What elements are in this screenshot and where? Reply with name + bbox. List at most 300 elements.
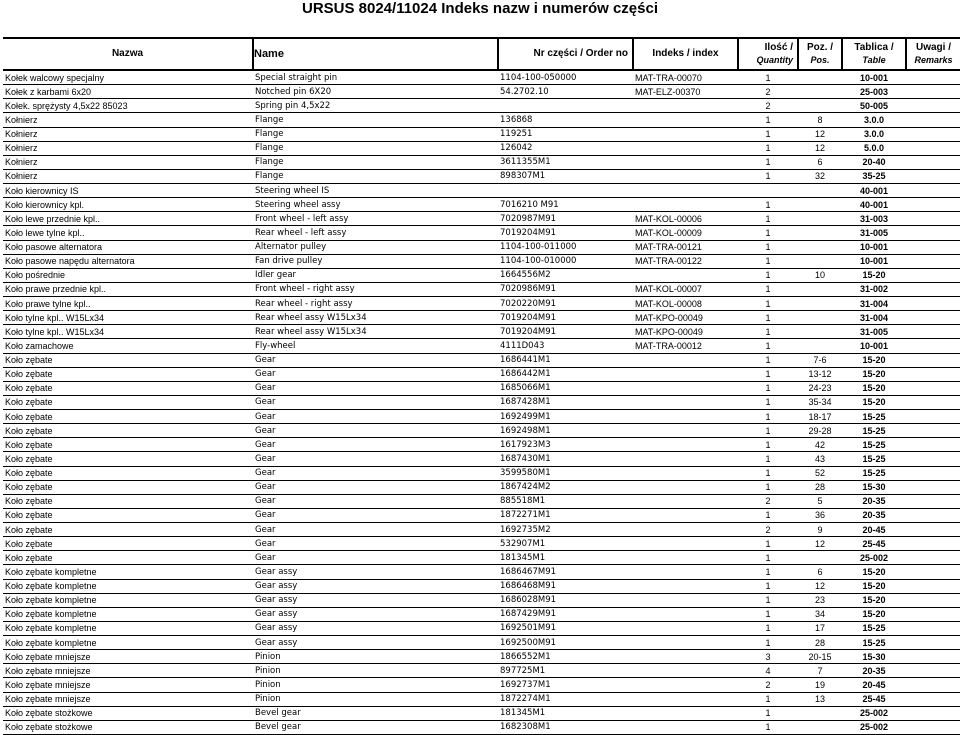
cell-table: 31-004	[842, 297, 906, 311]
cell-remarks	[906, 494, 960, 508]
cell-remarks	[906, 650, 960, 664]
cell-name: Pinion	[253, 692, 498, 706]
cell-quantity: 1	[738, 607, 798, 621]
cell-nazwa: Kołek z karbami 6x20	[3, 85, 253, 99]
cell-table: 31-003	[842, 212, 906, 226]
cell-quantity: 1	[738, 155, 798, 169]
cell-nazwa: Kołnierz	[3, 127, 253, 141]
cell-position	[798, 706, 842, 720]
table-row	[3, 381, 960, 395]
document-title: URSUS 8024/11024 Indeks nazw i numerów części	[301, 0, 658, 17]
cell-index	[633, 99, 738, 113]
cell-quantity: 1	[738, 551, 798, 565]
cell-name: Gear	[253, 410, 498, 424]
cell-nazwa: Koło pasowe napędu alternatora	[3, 254, 253, 268]
cell-table: 50-005	[842, 99, 906, 113]
cell-position: 12	[798, 141, 842, 155]
cell-remarks	[906, 579, 960, 593]
cell-nazwa: Koło tylne kpl.. W15Lx34	[3, 311, 253, 325]
cell-table: 10-001	[842, 240, 906, 254]
cell-index	[633, 184, 738, 198]
cell-position: 9	[798, 523, 842, 537]
cell-remarks	[906, 706, 960, 720]
cell-order-no: 1872271M1	[498, 508, 633, 522]
cell-name: Gear assy	[253, 607, 498, 621]
cell-name: Gear	[253, 537, 498, 551]
cell-quantity: 4	[738, 664, 798, 678]
table-row	[3, 692, 960, 706]
cell-remarks	[906, 381, 960, 395]
table-row	[3, 565, 960, 579]
cell-quantity: 1	[738, 720, 798, 734]
col-header-position: Poz. / Pos.	[798, 38, 842, 70]
cell-name: Steering wheel IS	[253, 184, 498, 198]
cell-table: 31-005	[842, 325, 906, 339]
cell-nazwa: Koło zębate	[3, 452, 253, 466]
cell-remarks	[906, 99, 960, 113]
cell-quantity: 1	[738, 127, 798, 141]
cell-remarks	[906, 297, 960, 311]
cell-remarks	[906, 367, 960, 381]
cell-nazwa: Koło zębate	[3, 381, 253, 395]
cell-quantity: 2	[738, 99, 798, 113]
cell-index	[633, 141, 738, 155]
cell-name: Gear assy	[253, 621, 498, 635]
cell-index	[633, 650, 738, 664]
cell-position: 28	[798, 636, 842, 650]
table-row	[3, 268, 960, 282]
cell-index	[633, 198, 738, 212]
cell-position: 23	[798, 593, 842, 607]
cell-remarks	[906, 438, 960, 452]
cell-name: Rear wheel - left assy	[253, 226, 498, 240]
cell-order-no: 1692735M2	[498, 523, 633, 537]
cell-table: 31-004	[842, 311, 906, 325]
cell-quantity: 1	[738, 367, 798, 381]
cell-order-no: 126042	[498, 141, 633, 155]
cell-name: Pinion	[253, 664, 498, 678]
cell-name: Gear	[253, 438, 498, 452]
cell-nazwa: Koło lewe tylne kpl..	[3, 226, 253, 240]
cell-quantity: 1	[738, 692, 798, 706]
cell-remarks	[906, 198, 960, 212]
cell-nazwa: Koło zębate mniejsze	[3, 678, 253, 692]
cell-table: 15-20	[842, 367, 906, 381]
cell-order-no: 4111D043	[498, 339, 633, 353]
cell-quantity: 3	[738, 650, 798, 664]
cell-remarks	[906, 593, 960, 607]
cell-name: Flange	[253, 113, 498, 127]
cell-remarks	[906, 169, 960, 183]
cell-table: 40-001	[842, 198, 906, 212]
cell-order-no: 136868	[498, 113, 633, 127]
cell-nazwa: Kołnierz	[3, 155, 253, 169]
cell-remarks	[906, 621, 960, 635]
cell-position	[798, 325, 842, 339]
cell-table: 10-001	[842, 70, 906, 85]
cell-nazwa: Koło zębate	[3, 494, 253, 508]
table-row	[3, 297, 960, 311]
table-row	[3, 579, 960, 593]
cell-name: Rear wheel assy W15Lx34	[253, 325, 498, 339]
cell-table: 25-45	[842, 537, 906, 551]
cell-position	[798, 254, 842, 268]
cell-quantity: 1	[738, 466, 798, 480]
cell-nazwa: Kołnierz	[3, 113, 253, 127]
cell-remarks	[906, 311, 960, 325]
cell-index	[633, 523, 738, 537]
cell-position: 29-28	[798, 424, 842, 438]
cell-index: MAT-KOL-00009	[633, 226, 738, 240]
cell-remarks	[906, 692, 960, 706]
cell-nazwa: Kołek. sprężysty 4,5x22 85023	[3, 99, 253, 113]
cell-index	[633, 664, 738, 678]
cell-nazwa: Koło zębate	[3, 424, 253, 438]
cell-nazwa: Koło zębate	[3, 537, 253, 551]
cell-name: Fan drive pulley	[253, 254, 498, 268]
header-row	[3, 38, 960, 70]
cell-position: 6	[798, 565, 842, 579]
cell-table: 15-20	[842, 268, 906, 282]
cell-index: MAT-ELZ-00370	[633, 85, 738, 99]
cell-order-no: 1617923M3	[498, 438, 633, 452]
cell-name: Gear	[253, 353, 498, 367]
cell-nazwa: Kołnierz	[3, 141, 253, 155]
cell-order-no: 1664556M2	[498, 268, 633, 282]
cell-nazwa: Koło zębate kompletne	[3, 621, 253, 635]
cell-nazwa: Koło zębate	[3, 480, 253, 494]
cell-index	[633, 551, 738, 565]
cell-index	[633, 593, 738, 607]
cell-order-no: 1687428M1	[498, 395, 633, 409]
cell-position: 36	[798, 508, 842, 522]
cell-position	[798, 282, 842, 296]
cell-name: Flange	[253, 155, 498, 169]
cell-table: 20-35	[842, 494, 906, 508]
cell-index: MAT-TRA-00121	[633, 240, 738, 254]
col-header-name: Name	[253, 38, 498, 70]
cell-order-no: 1686028M91	[498, 593, 633, 607]
table-row	[3, 70, 960, 85]
cell-index	[633, 692, 738, 706]
cell-index	[633, 480, 738, 494]
cell-nazwa: Koło zębate stożkowe	[3, 720, 253, 734]
cell-table: 15-25	[842, 424, 906, 438]
cell-position: 10	[798, 268, 842, 282]
cell-remarks	[906, 226, 960, 240]
table-row	[3, 523, 960, 537]
cell-index	[633, 410, 738, 424]
cell-quantity: 1	[738, 636, 798, 650]
cell-remarks	[906, 565, 960, 579]
cell-nazwa: Koło zębate mniejsze	[3, 692, 253, 706]
cell-table: 20-35	[842, 664, 906, 678]
cell-table: 20-40	[842, 155, 906, 169]
cell-quantity: 1	[738, 226, 798, 240]
cell-name: Fly-wheel	[253, 339, 498, 353]
table-row	[3, 466, 960, 480]
cell-position: 19	[798, 678, 842, 692]
cell-index	[633, 607, 738, 621]
col-header-index: Indeks / index	[633, 38, 738, 70]
cell-position: 8	[798, 113, 842, 127]
table-row	[3, 85, 960, 99]
cell-table: 40-001	[842, 184, 906, 198]
cell-remarks	[906, 85, 960, 99]
cell-index	[633, 381, 738, 395]
table-row	[3, 155, 960, 169]
cell-table: 15-25	[842, 438, 906, 452]
cell-position: 18-17	[798, 410, 842, 424]
table-row	[3, 212, 960, 226]
cell-name: Gear	[253, 480, 498, 494]
col-header-remarks: Uwagi / Remarks	[906, 38, 960, 70]
cell-quantity: 1	[738, 579, 798, 593]
cell-position: 13	[798, 692, 842, 706]
cell-index: MAT-TRA-00012	[633, 339, 738, 353]
cell-position	[798, 212, 842, 226]
table-row	[3, 353, 960, 367]
cell-position	[798, 85, 842, 99]
cell-remarks	[906, 184, 960, 198]
table-row	[3, 621, 960, 635]
cell-quantity: 1	[738, 339, 798, 353]
cell-position: 28	[798, 480, 842, 494]
cell-quantity: 2	[738, 494, 798, 508]
cell-nazwa: Koło pośrednie	[3, 268, 253, 282]
table-row	[3, 636, 960, 650]
cell-order-no: 7020987M91	[498, 212, 633, 226]
cell-table: 15-25	[842, 466, 906, 480]
cell-order-no: 7019204M91	[498, 325, 633, 339]
cell-table: 15-20	[842, 381, 906, 395]
table-row	[3, 494, 960, 508]
cell-position	[798, 339, 842, 353]
cell-order-no: 7020986M91	[498, 282, 633, 296]
cell-name: Special straight pin	[253, 70, 498, 85]
cell-order-no: 1686468M91	[498, 579, 633, 593]
cell-quantity: 1	[738, 212, 798, 226]
cell-name: Gear	[253, 508, 498, 522]
cell-order-no: 1692498M1	[498, 424, 633, 438]
cell-nazwa: Koło zębate kompletne	[3, 579, 253, 593]
cell-name: Gear assy	[253, 579, 498, 593]
table-row	[3, 664, 960, 678]
cell-table: 15-25	[842, 410, 906, 424]
col-header-quantity: Ilość / Quantity	[738, 38, 798, 70]
cell-order-no: 119251	[498, 127, 633, 141]
table-row	[3, 240, 960, 254]
parts-index-table	[3, 37, 960, 735]
cell-quantity: 1	[738, 452, 798, 466]
cell-quantity: 1	[738, 70, 798, 85]
table-row	[3, 254, 960, 268]
cell-nazwa: Koło kierownicy IS	[3, 184, 253, 198]
cell-position: 5	[798, 494, 842, 508]
cell-table: 31-005	[842, 226, 906, 240]
cell-quantity: 1	[738, 282, 798, 296]
cell-remarks	[906, 452, 960, 466]
cell-position: 7-6	[798, 353, 842, 367]
cell-table: 15-25	[842, 621, 906, 635]
cell-quantity: 1	[738, 353, 798, 367]
cell-quantity: 1	[738, 113, 798, 127]
cell-remarks	[906, 282, 960, 296]
cell-order-no: 54.2702.10	[498, 85, 633, 99]
cell-index	[633, 113, 738, 127]
cell-index	[633, 621, 738, 635]
cell-name: Gear	[253, 381, 498, 395]
cell-name: Alternator pulley	[253, 240, 498, 254]
cell-quantity: 1	[738, 198, 798, 212]
cell-order-no: 1692499M1	[498, 410, 633, 424]
cell-position: 12	[798, 127, 842, 141]
cell-name: Rear wheel assy W15Lx34	[253, 311, 498, 325]
cell-quantity: 1	[738, 621, 798, 635]
cell-table: 20-35	[842, 508, 906, 522]
cell-name: Gear	[253, 452, 498, 466]
cell-index	[633, 452, 738, 466]
cell-position: 12	[798, 579, 842, 593]
cell-name: Flange	[253, 141, 498, 155]
table-row	[3, 650, 960, 664]
cell-name: Gear	[253, 551, 498, 565]
cell-position	[798, 70, 842, 85]
cell-remarks	[906, 424, 960, 438]
cell-nazwa: Koło pasowe alternatora	[3, 240, 253, 254]
cell-quantity: 1	[738, 240, 798, 254]
cell-nazwa: Koło zamachowe	[3, 339, 253, 353]
cell-remarks	[906, 70, 960, 85]
table-row	[3, 184, 960, 198]
cell-index	[633, 720, 738, 734]
table-row	[3, 367, 960, 381]
cell-remarks	[906, 537, 960, 551]
cell-nazwa: Koło tylne kpl.. W15Lx34	[3, 325, 253, 339]
cell-order-no: 898307M1	[498, 169, 633, 183]
cell-index	[633, 565, 738, 579]
table-row	[3, 169, 960, 183]
cell-position	[798, 720, 842, 734]
table-row	[3, 282, 960, 296]
cell-index: MAT-TRA-00070	[633, 70, 738, 85]
cell-order-no	[498, 99, 633, 113]
cell-position	[798, 311, 842, 325]
cell-remarks	[906, 664, 960, 678]
cell-table: 15-25	[842, 636, 906, 650]
cell-nazwa: Koło prawe tylne kpl..	[3, 297, 253, 311]
cell-name: Gear	[253, 424, 498, 438]
cell-table: 10-001	[842, 254, 906, 268]
col-header-order-no: Nr części / Order no	[498, 38, 633, 70]
cell-order-no: 1692501M91	[498, 621, 633, 635]
cell-nazwa: Koło zębate	[3, 410, 253, 424]
cell-index: MAT-KPO-00049	[633, 325, 738, 339]
cell-name: Gear assy	[253, 636, 498, 650]
cell-order-no: 1685066M1	[498, 381, 633, 395]
cell-index: MAT-TRA-00122	[633, 254, 738, 268]
cell-nazwa: Koło zębate kompletne	[3, 607, 253, 621]
cell-nazwa: Koło zębate mniejsze	[3, 650, 253, 664]
cell-remarks	[906, 254, 960, 268]
cell-order-no: 1104-100-011000	[498, 240, 633, 254]
cell-table: 3.0.0	[842, 113, 906, 127]
cell-order-no	[498, 184, 633, 198]
cell-order-no: 3611355M1	[498, 155, 633, 169]
table-row	[3, 325, 960, 339]
cell-index	[633, 508, 738, 522]
table-row	[3, 410, 960, 424]
cell-remarks	[906, 480, 960, 494]
cell-position	[798, 240, 842, 254]
cell-nazwa: Kołnierz	[3, 169, 253, 183]
cell-nazwa: Koło zębate	[3, 367, 253, 381]
table-row	[3, 720, 960, 734]
cell-order-no: 1104-100-050000	[498, 70, 633, 85]
cell-nazwa: Koło zębate kompletne	[3, 565, 253, 579]
table-row	[3, 551, 960, 565]
table-row	[3, 438, 960, 452]
cell-index	[633, 537, 738, 551]
cell-index	[633, 466, 738, 480]
cell-quantity: 2	[738, 85, 798, 99]
cell-position: 34	[798, 607, 842, 621]
table-row	[3, 706, 960, 720]
cell-order-no: 181345M1	[498, 706, 633, 720]
cell-remarks	[906, 636, 960, 650]
cell-position: 20-15	[798, 650, 842, 664]
cell-remarks	[906, 268, 960, 282]
cell-nazwa: Koło prawe przednie kpl..	[3, 282, 253, 296]
cell-remarks	[906, 395, 960, 409]
cell-table: 3.0.0	[842, 127, 906, 141]
cell-position	[798, 226, 842, 240]
cell-order-no: 3599580M1	[498, 466, 633, 480]
cell-name: Idler gear	[253, 268, 498, 282]
cell-table: 20-45	[842, 523, 906, 537]
cell-nazwa: Koło lewe przednie kpl..	[3, 212, 253, 226]
cell-position: 7	[798, 664, 842, 678]
cell-position: 13-12	[798, 367, 842, 381]
cell-table: 31-002	[842, 282, 906, 296]
cell-name: Spring pin 4,5x22	[253, 99, 498, 113]
cell-position	[798, 99, 842, 113]
cell-position	[798, 198, 842, 212]
table-row	[3, 127, 960, 141]
cell-name: Gear assy	[253, 565, 498, 579]
table-row	[3, 339, 960, 353]
table-row	[3, 424, 960, 438]
cell-table: 15-30	[842, 480, 906, 494]
cell-quantity: 1	[738, 325, 798, 339]
cell-position: 43	[798, 452, 842, 466]
table-row	[3, 141, 960, 155]
cell-name: Gear	[253, 494, 498, 508]
cell-quantity: 1	[738, 508, 798, 522]
cell-remarks	[906, 508, 960, 522]
table-row	[3, 198, 960, 212]
cell-table: 10-001	[842, 339, 906, 353]
cell-index	[633, 424, 738, 438]
cell-position: 6	[798, 155, 842, 169]
cell-nazwa: Koło zębate kompletne	[3, 593, 253, 607]
cell-remarks	[906, 325, 960, 339]
table-row	[3, 537, 960, 551]
cell-index	[633, 636, 738, 650]
cell-position: 52	[798, 466, 842, 480]
cell-table: 15-20	[842, 353, 906, 367]
cell-position: 35-34	[798, 395, 842, 409]
